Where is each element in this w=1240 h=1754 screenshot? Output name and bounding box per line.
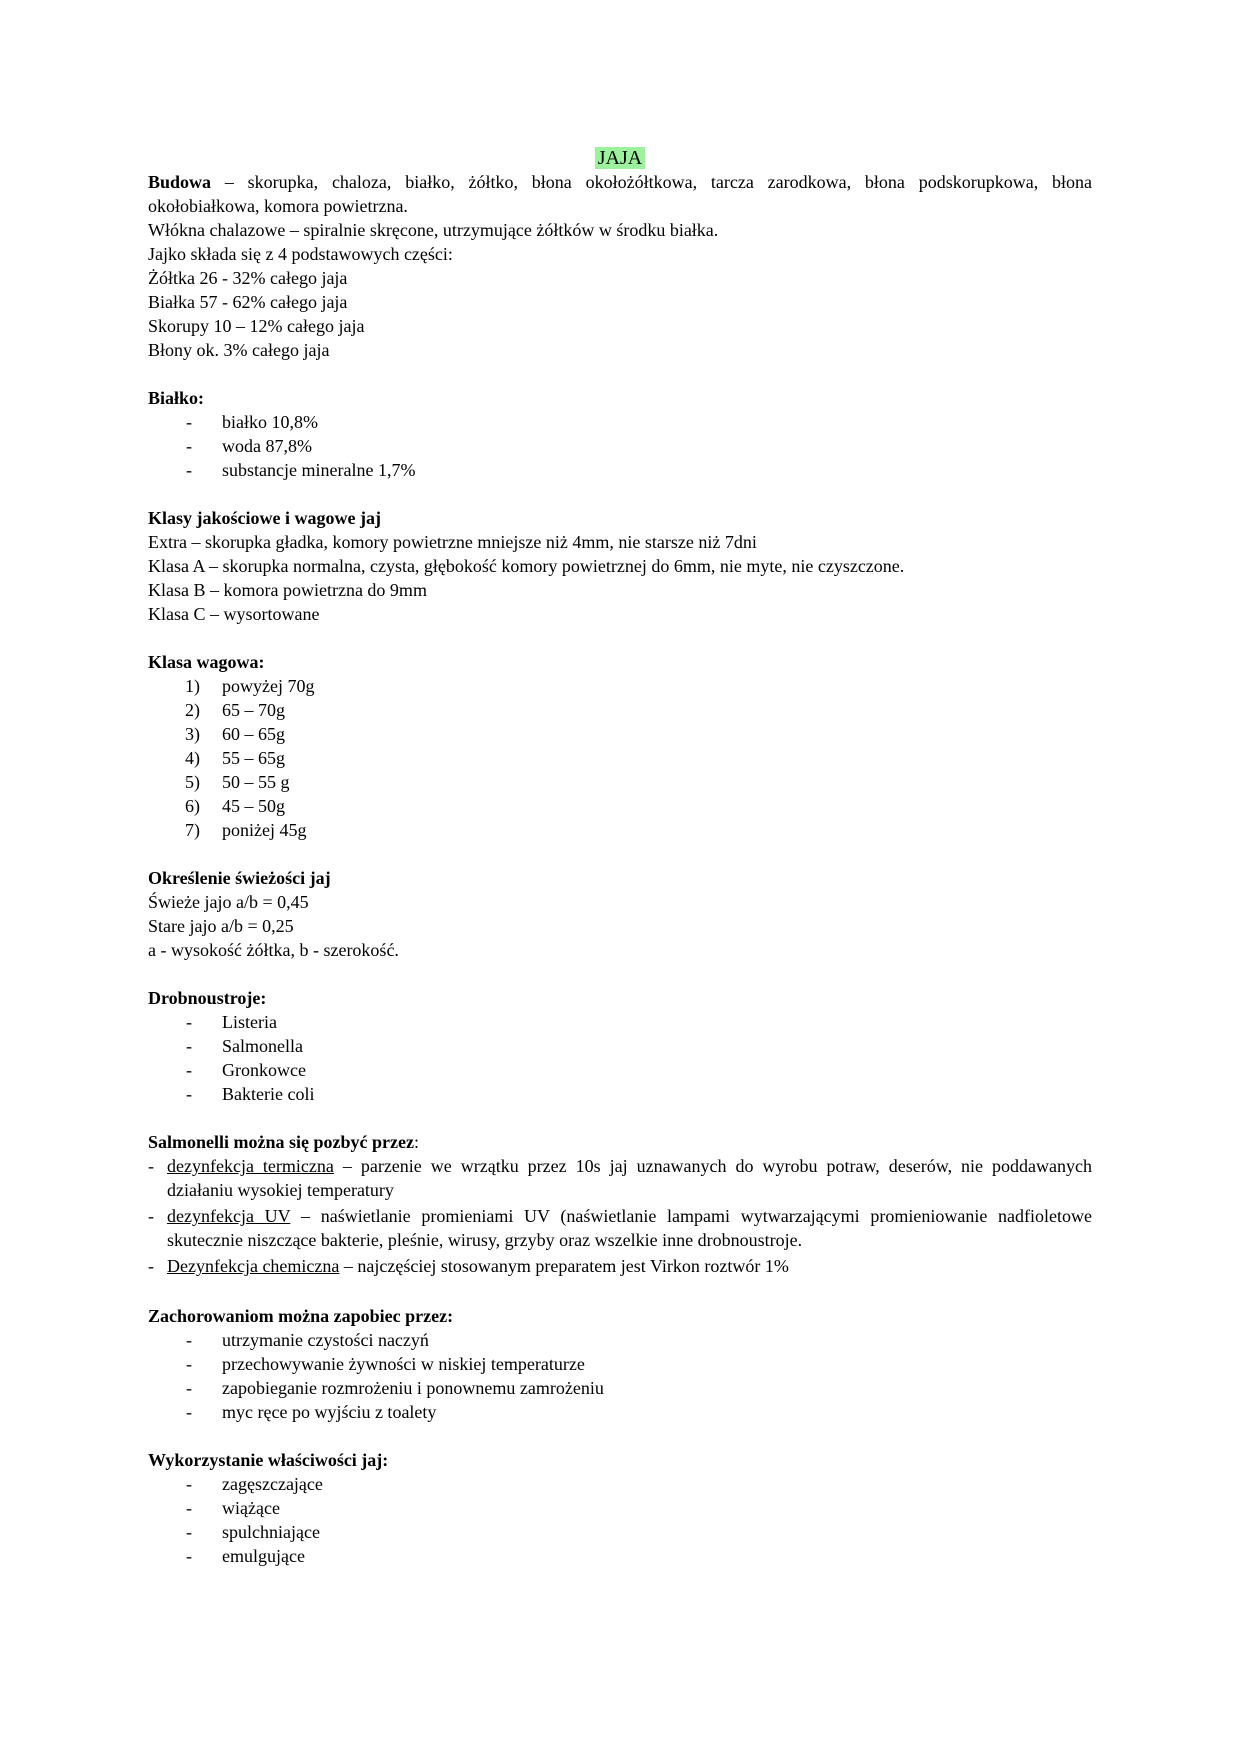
dash-marker: - (148, 1206, 154, 1226)
document-body (148, 146, 1092, 1568)
dash-marker: - (148, 1256, 154, 1276)
list-item (148, 434, 1092, 458)
term-description: – parzenie we wrzątku przez 10s jaj uznawanych do wyrobu potraw, deserów, nie poddawanych działaniu wysokiej temperatury (167, 1156, 1092, 1200)
list-item (148, 1352, 1092, 1376)
list-item (148, 1154, 1092, 1202)
list-item (148, 1544, 1092, 1568)
klasy-heading-text: Klasy jakościowe i wagowe jaj (148, 508, 381, 528)
wykorzystanie-list (148, 1472, 1092, 1568)
list-item (148, 458, 1092, 482)
list-item (148, 1400, 1092, 1424)
wagowa-list (148, 674, 1092, 842)
dash-marker: - (186, 1546, 192, 1566)
bialko-heading-text: Białko: (148, 388, 205, 408)
sklad-item: Skorupy 10 – 12% całego jaja (148, 316, 365, 336)
sklad-item: Błony ok. 3% całego jaja (148, 340, 330, 360)
drobnoustroje-heading (148, 986, 1092, 1010)
drobnoustroje-heading-text: Drobnoustroje: (148, 988, 267, 1008)
list-item-text: powyżej 70g (222, 676, 315, 696)
list-number: 6) (185, 796, 200, 816)
wagowa-heading-text: Klasa wagowa: (148, 652, 265, 672)
dash-marker: - (186, 1330, 192, 1350)
list-item-text: 45 – 50g (222, 796, 285, 816)
list-item (148, 1058, 1092, 1082)
list-number: 2) (185, 700, 200, 720)
dash-marker: - (186, 1012, 192, 1032)
swiezosc-heading-text: Określenie świeżości jaj (148, 868, 331, 888)
dash-marker: - (186, 1522, 192, 1542)
title-row (148, 146, 1092, 170)
list-item (148, 1082, 1092, 1106)
dash-marker: - (186, 1402, 192, 1422)
list-item-text: emulgujące (222, 1546, 305, 1566)
zachorowania-list (148, 1328, 1092, 1424)
sklad-item: Białka 57 - 62% całego jaja (148, 292, 348, 312)
list-item-text: substancje mineralne 1,7% (222, 460, 416, 480)
list-item-text: zagęszczające (222, 1474, 323, 1494)
list-item (148, 1472, 1092, 1496)
list-item (148, 1034, 1092, 1058)
list-item (148, 1496, 1092, 1520)
list-item (148, 794, 1092, 818)
wlokna-paragraph: Włókna chalazowe – spiralnie skręcone, utrzymujące żółtków w środku białka. (148, 220, 719, 240)
dash-marker: - (186, 1354, 192, 1374)
list-item-text: spulchniające (222, 1522, 320, 1542)
list-item (148, 818, 1092, 842)
list-item (148, 410, 1092, 434)
zachorowania-heading (148, 1304, 1092, 1328)
sklad-intro: Jajko składa się z 4 podstawowych części: (148, 244, 453, 264)
term: Dezynfekcja chemiczna (167, 1256, 340, 1276)
list-item (148, 722, 1092, 746)
list-item-text: Bakterie coli (222, 1084, 315, 1104)
salmonella-heading-colon: : (413, 1132, 419, 1152)
budowa-text: – skorupka, chaloza, białko, żółtko, błona okołożółtkowa, tarcza zarodkowa, błona podskorupkowa, błona okołobiałkowa, komora powietrzna. (148, 172, 1092, 216)
list-item-text: białko 10,8% (222, 412, 318, 432)
list-item (148, 1376, 1092, 1400)
swiezosc-heading (148, 866, 1092, 890)
list-item-text: Listeria (222, 1012, 277, 1032)
list-item (148, 1204, 1092, 1252)
dash-marker: - (148, 1156, 154, 1176)
dash-marker: - (186, 1084, 192, 1104)
list-item (148, 1254, 1092, 1278)
dash-marker: - (186, 460, 192, 480)
dash-marker: - (186, 1378, 192, 1398)
wagowa-heading (148, 650, 1092, 674)
klasy-heading (148, 506, 1092, 530)
klasy-item: Klasa C – wysortowane (148, 604, 320, 624)
list-item-text: 60 – 65g (222, 724, 285, 744)
salmonella-heading (148, 1130, 1092, 1154)
wykorzystanie-heading-text: Wykorzystanie właściwości jaj: (148, 1450, 389, 1470)
list-item-text: 65 – 70g (222, 700, 285, 720)
list-item-text: wiążące (222, 1498, 280, 1518)
list-item-text: poniżej 45g (222, 820, 307, 840)
term: dezynfekcja termiczna (167, 1156, 334, 1176)
budowa-paragraph (148, 170, 1092, 218)
dash-marker: - (186, 1060, 192, 1080)
swiezosc-item: Stare jajo a/b = 0,25 (148, 916, 294, 936)
dash-marker: - (186, 1036, 192, 1056)
salmonella-heading-text: Salmonelli można się pozbyć przez (148, 1132, 414, 1152)
term-description: – naświetlanie promieniami UV (naświetlanie lampami wytwarzającymi promieniowanie nadfioletowe skutecznie niszczące bakterie, pleśnie, wirusy, grzyby oraz wszelkie inne drobnoustroje. (167, 1206, 1092, 1250)
term: dezynfekcja UV (167, 1206, 291, 1226)
list-number: 5) (185, 772, 200, 792)
list-item (148, 1010, 1092, 1034)
wykorzystanie-heading (148, 1448, 1092, 1472)
dash-marker: - (186, 1474, 192, 1494)
klasy-item: Extra – skorupka gładka, komory powietrzne mniejsze niż 4mm, nie starsze niż 7dni (148, 532, 757, 552)
list-item (148, 1520, 1092, 1544)
page-title: JAJA (595, 147, 645, 169)
list-number: 4) (185, 748, 200, 768)
list-number: 3) (185, 724, 200, 744)
list-item (148, 1328, 1092, 1352)
list-item-text: Gronkowce (222, 1060, 306, 1080)
list-item-text: przechowywanie żywności w niskiej temperaturze (222, 1354, 585, 1374)
list-item (148, 698, 1092, 722)
swiezosc-item: Świeże jajo a/b = 0,45 (148, 892, 309, 912)
list-number: 7) (185, 820, 200, 840)
list-item-text: 55 – 65g (222, 748, 285, 768)
list-item (148, 770, 1092, 794)
list-item-text: utrzymanie czystości naczyń (222, 1330, 429, 1350)
term-description: – najczęściej stosowanym preparatem jest Virkon roztwór 1% (339, 1256, 789, 1276)
list-item-text: zapobieganie rozmrożeniu i ponownemu zamrożeniu (222, 1378, 604, 1398)
list-item-text: Salmonella (222, 1036, 303, 1056)
list-item-text: woda 87,8% (222, 436, 312, 456)
klasy-item: Klasa A – skorupka normalna, czysta, głębokość komory powietrznej do 6mm, nie myte, nie czyszczone. (148, 556, 905, 576)
zachorowania-heading-text: Zachorowaniom można zapobiec przez: (148, 1306, 454, 1326)
list-item (148, 674, 1092, 698)
swiezosc-item: a - wysokość żółtka, b - szerokość. (148, 940, 399, 960)
bialko-heading (148, 386, 1092, 410)
list-item-text: myc ręce po wyjściu z toalety (222, 1402, 437, 1422)
salmonella-list (148, 1154, 1092, 1278)
dash-marker: - (186, 1498, 192, 1518)
drobnoustroje-list (148, 1010, 1092, 1106)
list-item-text: 50 – 55 g (222, 772, 290, 792)
sklad-item: Żółtka 26 - 32% całego jaja (148, 268, 348, 288)
bialko-list (148, 410, 1092, 482)
dash-marker: - (186, 436, 192, 456)
list-item (148, 746, 1092, 770)
dash-marker: - (186, 412, 192, 432)
budowa-label: Budowa (148, 172, 212, 192)
klasy-item: Klasa B – komora powietrzna do 9mm (148, 580, 427, 600)
list-number: 1) (185, 676, 200, 696)
